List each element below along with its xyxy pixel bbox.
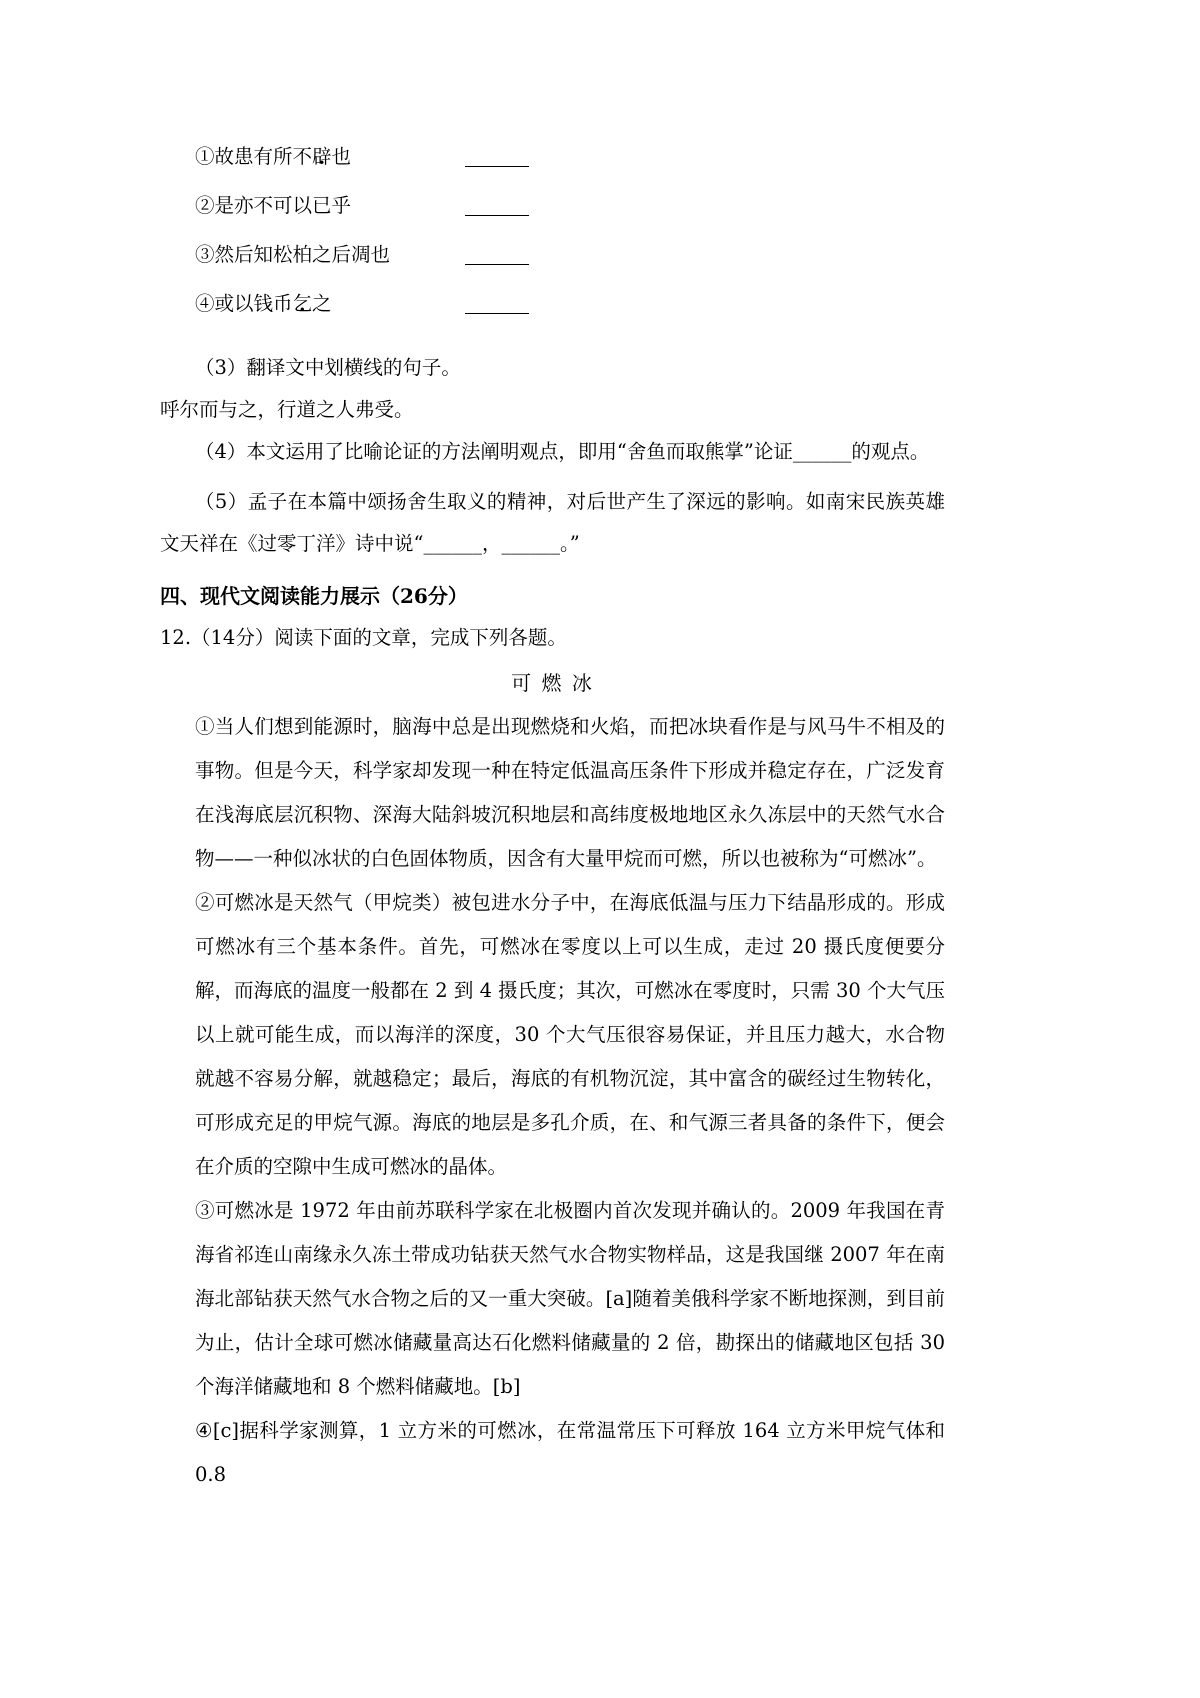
item-text-pre: ②是亦不可以已乎	[195, 194, 352, 217]
essay-title: 可 燃 冰	[511, 671, 594, 695]
answer-blank-line	[465, 166, 529, 167]
item-text-pre: ③然后知松柏之后凋也	[195, 243, 391, 266]
word-item-3	[160, 241, 945, 290]
emphasized-char: 乞	[292, 292, 313, 315]
answer-blank-line	[465, 313, 529, 314]
question-3: （3）翻译文中划横线的句子。	[195, 356, 461, 379]
word-item-1	[160, 143, 945, 192]
word-explanation-items	[160, 143, 945, 339]
item-text-pre: ④或以钱币	[195, 292, 293, 315]
word-item-4	[160, 290, 945, 339]
question-5: （5）孟子在本篇中颂扬舍生取义的精神，对后世产生了深远的影响。如南宋民族英雄文天祥在《过零丁洋》诗中说“______，______。”	[160, 490, 945, 555]
essay-body	[195, 705, 945, 1497]
essay-paragraph-3: ③可燃冰是 1972 年由前苏联科学家在北极圈内首次发现并确认的。2009 年我国在青海省祁连山南缘永久冻土带成功钻获天然气水合物实物样品，这是我国继 2007 年在南海北部钻获天然气水合物之后的又一重大突破。[a]随着美俄科学家不断地探测，到目前为止，估计全球可燃冰储藏量高达石化燃料储藏量的 2 倍，勘探出的储藏地区包括 30 个海洋储藏地和 8 个燃料储藏地。[b]	[195, 1199, 945, 1398]
question-4: （4）本文运用了比喻论证的方法阐明观点，即用“舍鱼而取熊掌”论证______的观点。	[195, 440, 930, 463]
section-4-header: 四、现代文阅读能力展示（26分）	[160, 584, 468, 608]
essay-paragraph-2: ②可燃冰是天然气（甲烷类）被包进水分子中，在海底低温与压力下结晶形成的。形成可燃冰有三个基本条件。首先，可燃冰在零度以上可以生成，走过 20 摄氏度便要分解，而海底的温度一般都在 2 到 4 摄氏度；其次，可燃冰在零度时，只需 30 个大气压以上就可能生成，而以海洋的深度，30 个大气压很容易保证，并且压力越大，水合物就越不容易分解，就越稳定；最后，海底的有机物沉淀，其中富含的碳经过生物转化，可形成充足的甲烷气源。海底的地层是多孔介质，在、和气源三者具备的条件下，便会在介质的空隙中生成可燃冰的晶体。	[195, 891, 945, 1178]
answer-blank-line	[465, 264, 529, 265]
answer-blank-line	[465, 215, 529, 216]
item-text-post: 也	[331, 145, 352, 168]
word-item-2	[160, 192, 945, 241]
essay-paragraph-4: ④[c]据科学家测算，1 立方米的可燃冰，在常温常压下可释放 164 立方米甲烷气体和 0.8	[195, 1419, 945, 1486]
emphasized-char: 辟	[312, 145, 332, 168]
question-12-header: 12.（14分）阅读下面的文章，完成下列各题。	[160, 626, 567, 649]
item-text-post: 之	[312, 292, 332, 315]
question-3-sentence: 呼尔而与之，行道之人弗受。	[160, 398, 414, 421]
item-text-pre: ①故患有所不	[195, 145, 313, 168]
essay-paragraph-1: ①当人们想到能源时，脑海中总是出现燃烧和火焰，而把冰块看作是与风马牛不相及的事物。但是今天，科学家却发现一种在特定低温高压条件下形成并稳定存在，广泛发育在浅海底层沉积物、深海大陆斜坡沉积地层和高纬度极地地区永久冻层中的天然气水合物——一种似冰状的白色固体物质，因含有大量甲烷而可燃，所以也被称为“可燃冰”。	[195, 715, 945, 870]
